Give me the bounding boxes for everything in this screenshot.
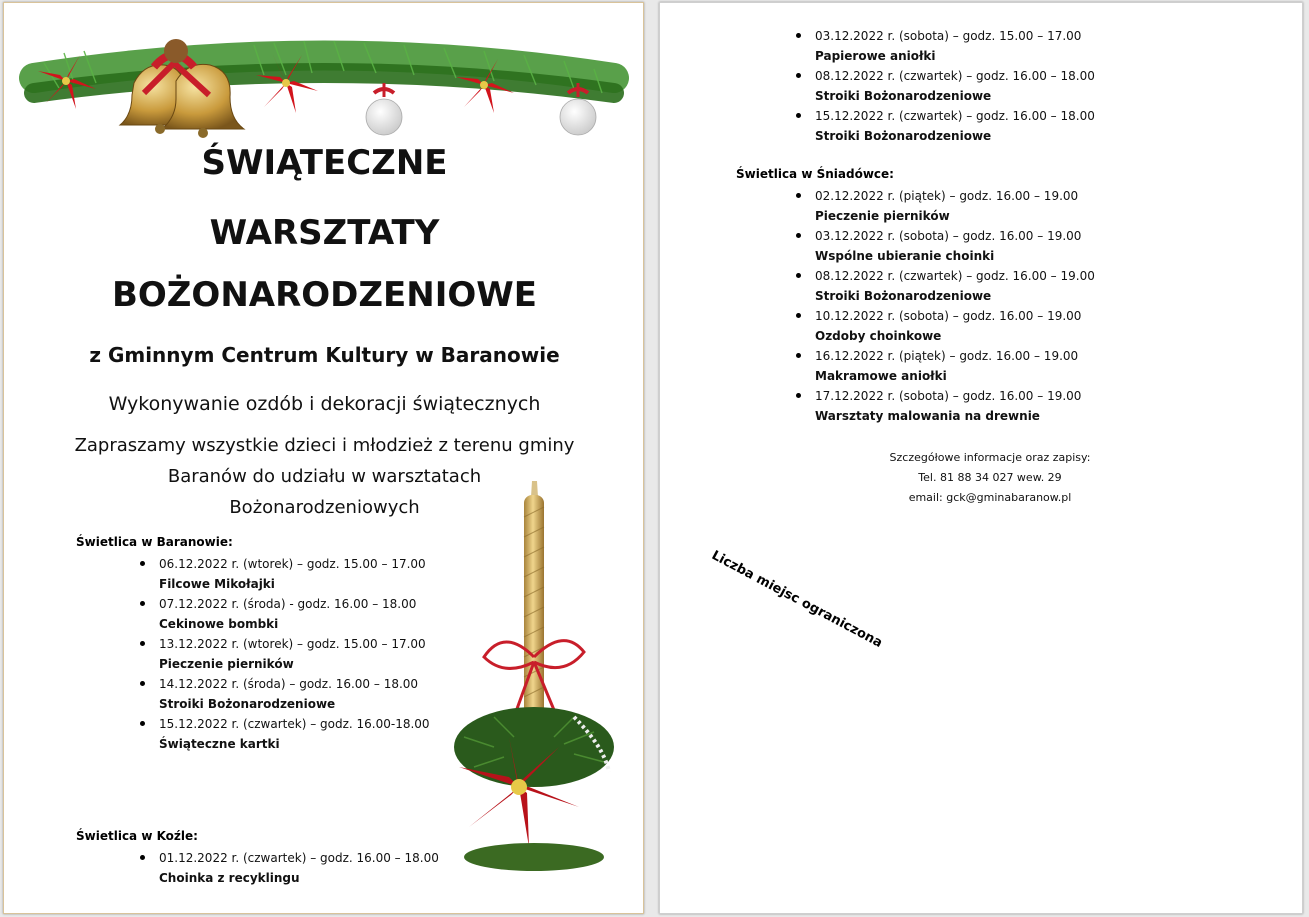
contact-heading: Szczegółowe informacje oraz zapisy:	[889, 451, 1091, 464]
workshop-activity: Wspólne ubieranie choinki	[815, 249, 995, 263]
title-line-3: BOŻONARODZENIOWE	[111, 275, 538, 315]
list-item	[796, 386, 1156, 426]
contact-email: email: gck@gminabaranow.pl	[908, 491, 1072, 504]
workshop-date: 15.12.2022 r. (czwartek) – godz. 16.00-18.00	[159, 717, 430, 731]
workshop-date: 02.12.2022 r. (piątek) – godz. 16.00 – 19.00	[815, 189, 1079, 203]
workshop-activity: Pieczenie pierników	[815, 209, 950, 223]
list-item	[140, 594, 460, 634]
contact-phone: Tel. 81 88 34 027 wew. 29	[918, 471, 1062, 484]
workshop-date: 13.12.2022 r. (wtorek) – godz. 15.00 – 17.00	[159, 637, 426, 651]
workshop-activity: Świąteczne kartki	[159, 737, 280, 751]
candle-image	[434, 477, 634, 887]
title-line-2: WARSZTATY	[209, 213, 440, 253]
list-item	[796, 106, 1156, 146]
workshop-date: 14.12.2022 r. (środa) – godz. 16.00 – 18.00	[159, 677, 419, 691]
section-title-kozle: Świetlica w Koźle:	[76, 829, 198, 843]
workshop-activity: Makramowe aniołki	[815, 369, 947, 383]
workshop-activity: Ozdoby choinkowe	[815, 329, 942, 343]
workshop-activity: Choinka z recyklingu	[159, 871, 300, 885]
list-item	[796, 26, 1156, 66]
list-item	[140, 714, 460, 754]
list-item	[140, 554, 460, 594]
workshop-activity: Cekinowe bombki	[159, 617, 279, 631]
list-item	[796, 186, 1156, 226]
workshop-date: 10.12.2022 r. (sobota) – godz. 16.00 – 19.00	[815, 309, 1082, 323]
workshop-activity: Filcowe Mikołajki	[159, 577, 275, 591]
workshop-date: 15.12.2022 r. (czwartek) – godz. 16.00 – 18.00	[815, 109, 1095, 123]
kozle-workshop-list	[140, 848, 460, 888]
limited-places-note: Liczba miejsc ograniczona	[708, 548, 885, 652]
list-item	[140, 848, 460, 888]
workshop-activity: Stroiki Bożonarodzeniowe	[159, 697, 336, 711]
list-item	[796, 66, 1156, 106]
baranow-workshop-list	[140, 554, 460, 754]
continued-workshop-list	[796, 26, 1156, 146]
workshop-date: 03.12.2022 r. (sobota) – godz. 15.00 – 17.00	[815, 29, 1082, 43]
workshop-date: 08.12.2022 r. (czwartek) – godz. 16.00 – 18.00	[815, 69, 1095, 83]
list-item	[796, 226, 1156, 266]
invite-line-2: Baranów do udziału w warsztatach	[167, 466, 482, 487]
document-page-1	[3, 2, 644, 914]
tagline: Wykonywanie ozdób i dekoracji świątecznych	[108, 393, 541, 415]
workshop-date: 06.12.2022 r. (wtorek) – godz. 15.00 – 17.00	[159, 557, 426, 571]
sniadowka-workshop-list	[796, 186, 1156, 426]
workshop-date: 16.12.2022 r. (piątek) – godz. 16.00 – 19.00	[815, 349, 1079, 363]
workshop-date: 03.12.2022 r. (sobota) – godz. 16.00 – 19.00	[815, 229, 1082, 243]
workshop-activity: Stroiki Bożonarodzeniowe	[815, 89, 992, 103]
list-item	[140, 674, 460, 714]
list-item	[140, 634, 460, 674]
title-line-1: ŚWIĄTECZNE	[201, 143, 448, 183]
garland-image	[4, 23, 645, 163]
workshop-date: 17.12.2022 r. (sobota) – godz. 16.00 – 19.00	[815, 389, 1082, 403]
workshop-date: 08.12.2022 r. (czwartek) – godz. 16.00 – 19.00	[815, 269, 1095, 283]
invite-line-1: Zapraszamy wszystkie dzieci i młodzież z terenu gminy	[74, 435, 575, 456]
list-item	[796, 346, 1156, 386]
invite-line-3: Bożonarodzeniowych	[229, 497, 420, 518]
section-title-baranow: Świetlica w Baranowie:	[76, 535, 233, 549]
list-item	[796, 306, 1156, 346]
workshop-activity: Pieczenie pierników	[159, 657, 294, 671]
workshop-activity: Stroiki Bożonarodzeniowe	[815, 289, 992, 303]
organizer-subtitle: z Gminnym Centrum Kultury w Baranowie	[89, 343, 560, 367]
list-item	[796, 266, 1156, 306]
document-page-2	[659, 2, 1303, 914]
contact-info	[840, 448, 1140, 508]
workshop-activity: Papierowe aniołki	[815, 49, 936, 63]
workshop-date: 07.12.2022 r. (środa) - godz. 16.00 – 18.00	[159, 597, 417, 611]
workshop-activity: Stroiki Bożonarodzeniowe	[815, 129, 992, 143]
workshop-activity: Warsztaty malowania na drewnie	[815, 409, 1040, 423]
workshop-date: 01.12.2022 r. (czwartek) – godz. 16.00 – 18.00	[159, 851, 439, 865]
section-title-sniadowka: Świetlica w Śniadówce:	[736, 167, 894, 181]
